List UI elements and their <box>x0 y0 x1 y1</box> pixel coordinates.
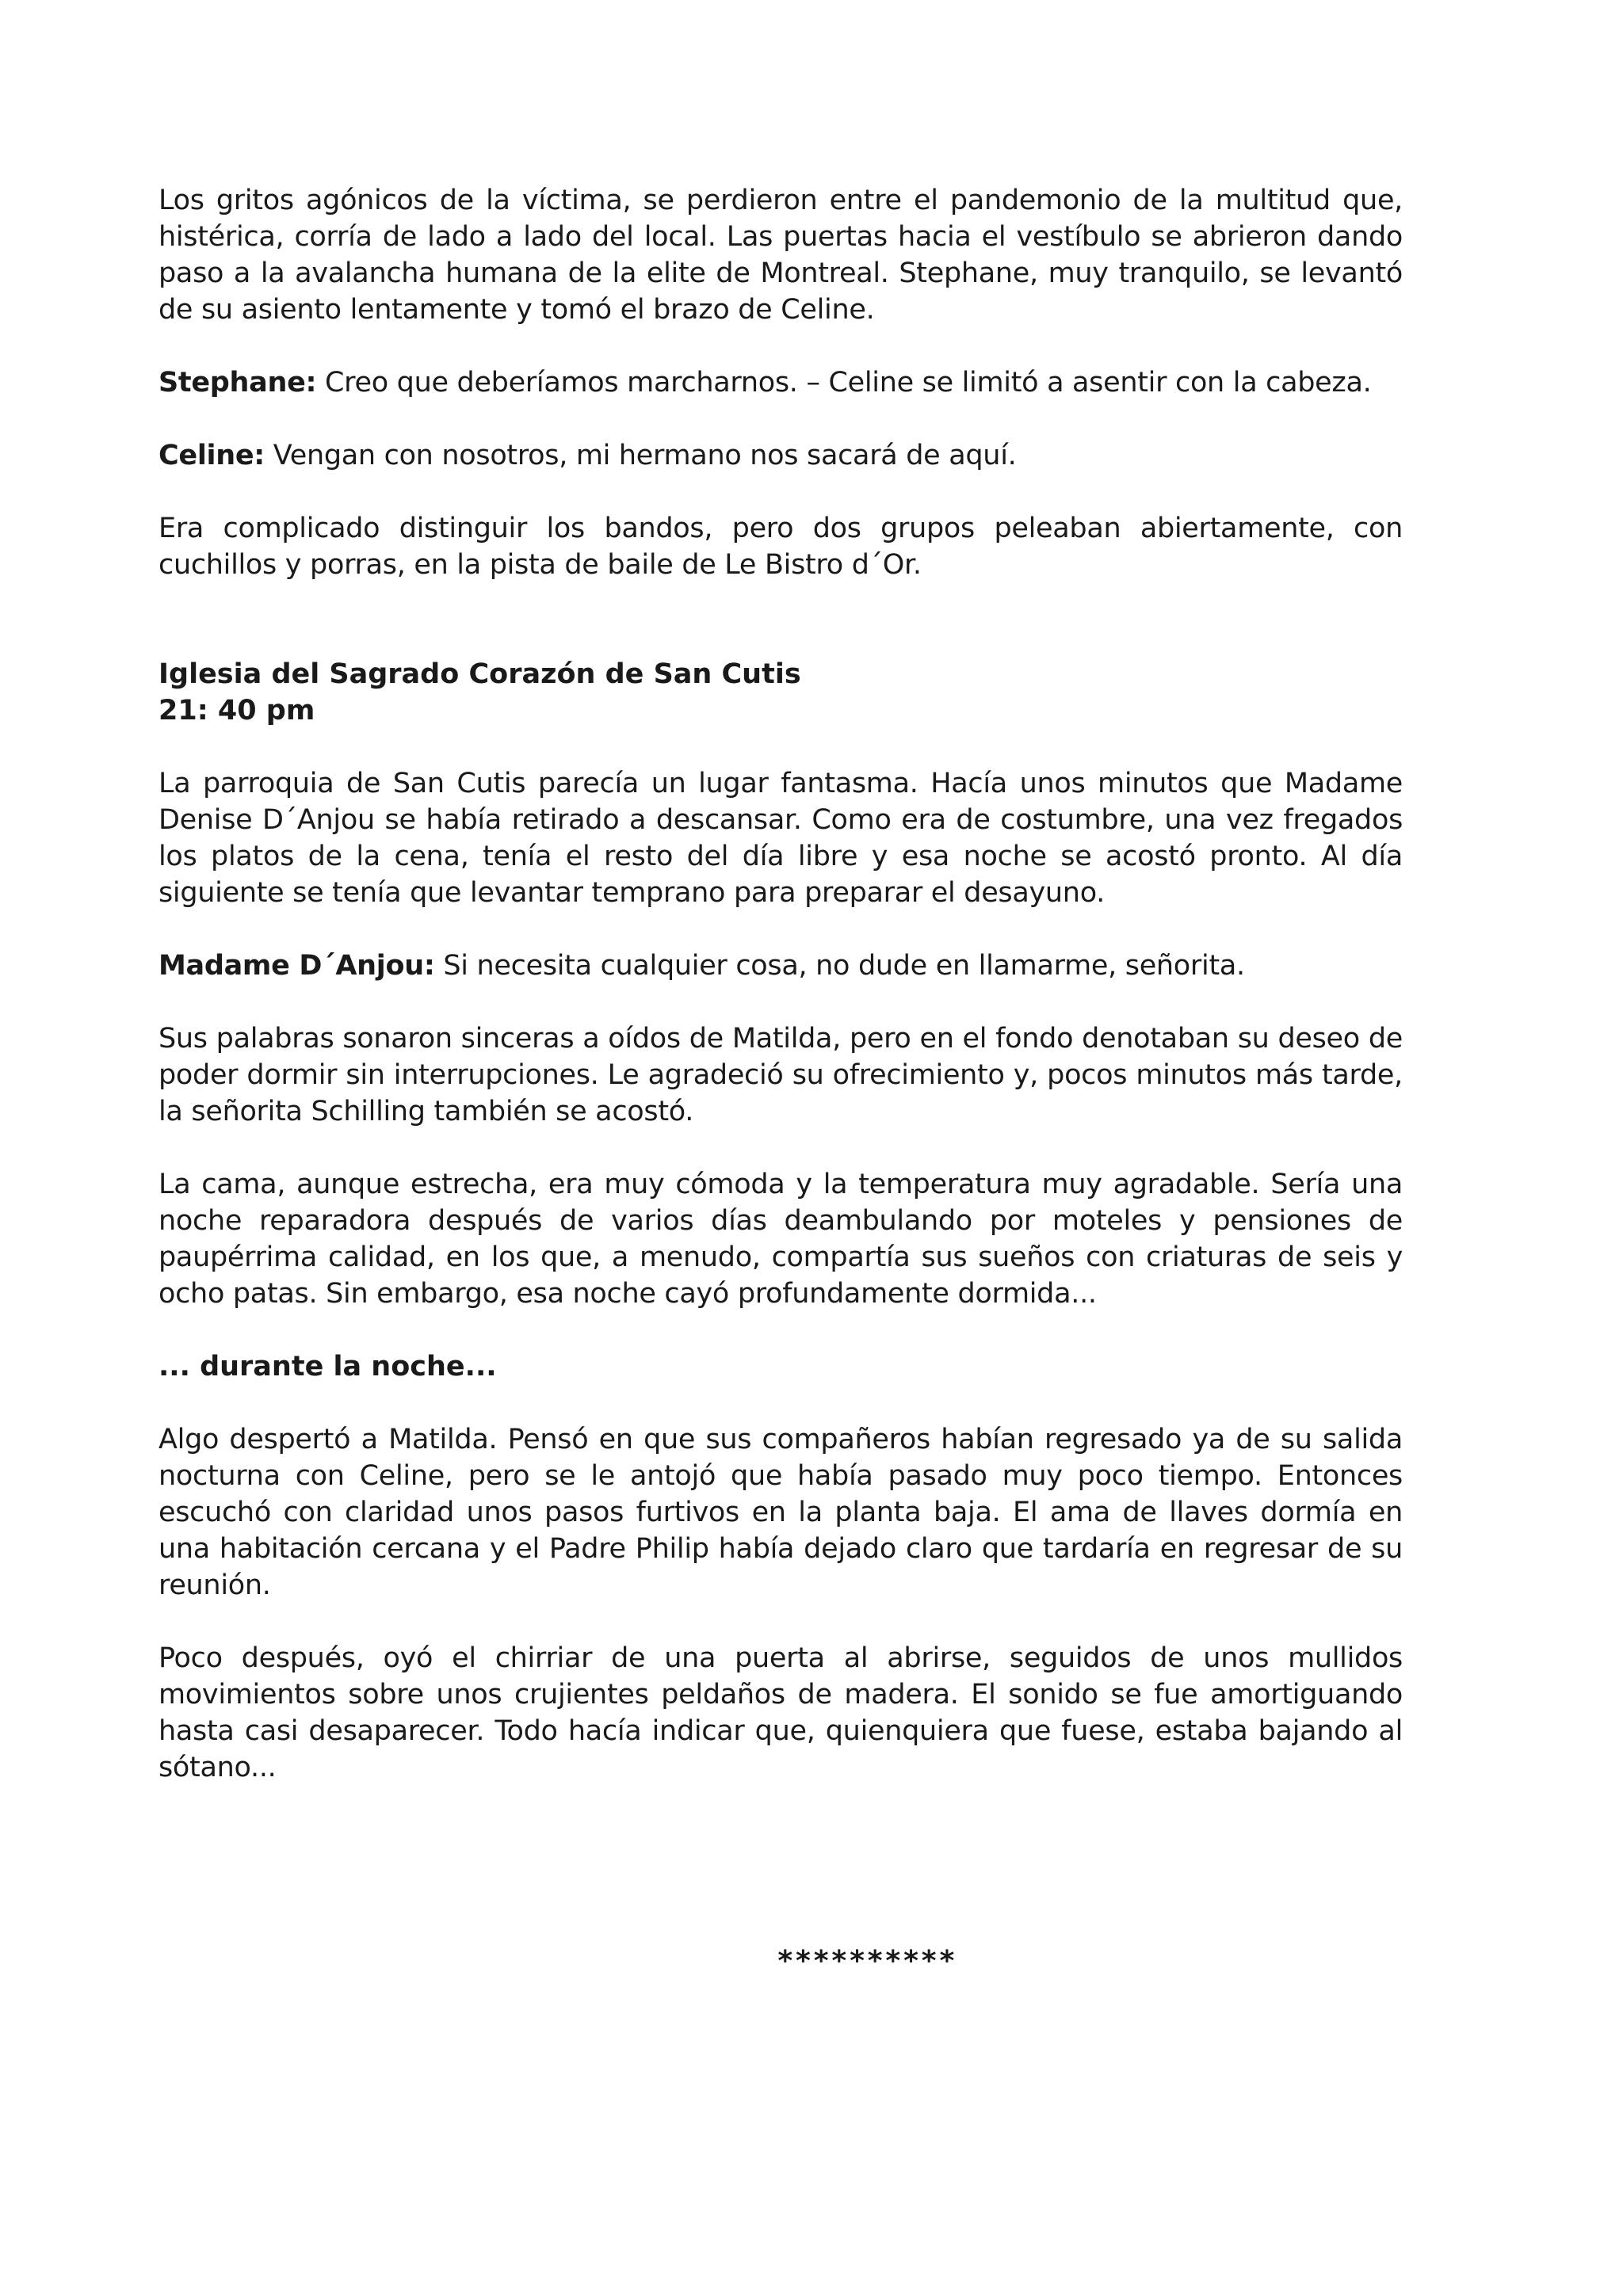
dialogue-text: Vengan con nosotros, mi hermano nos sacará de aquí. <box>264 440 1017 471</box>
paragraph-matilda-sleeps: Sus palabras sonaron sinceras a oídos de Matilda, pero en el fondo denotaban su deseo de poder dormir sin interrupciones. Le agradeció su ofrecimiento y, pocos minutos más tarde, la señorita Schilling también se acostó. <box>158 1023 1403 1127</box>
scene-location: Iglesia del Sagrado Corazón de San Cutis <box>158 658 801 690</box>
scene-header <box>158 656 1403 729</box>
document-page <box>158 182 1403 1822</box>
paragraph-bed: La cama, aunque estrecha, era muy cómoda y la temperatura muy agradable. Sería una noche reparadora después de varios días deambulando por moteles y pensiones de paupérrima calidad, en los que, a menudo, compartía sus sueños con criaturas de seis y ocho patas. Sin embargo, esa noche cayó profundamente dormida... <box>158 1169 1403 1310</box>
paragraph-fight: Era complicado distinguir los bandos, pero dos grupos peleaban abiertamente, con cuchillos y porras, en la pista de baile de Le Bistro d´Or. <box>158 513 1403 581</box>
scene-time: 21: 40 pm <box>158 695 315 727</box>
interlude-heading: ... durante la noche... <box>158 1351 497 1383</box>
dialogue-text: Si necesita cualquier cosa, no dude en llamarme, señorita. <box>434 950 1245 982</box>
dialogue-celine <box>158 437 1403 474</box>
speaker-name: Madame D´Anjou: <box>158 950 435 982</box>
paragraph-basement: Poco después, oyó el chirriar de una puerta al abrirse, seguidos de unos mullidos movimientos sobre unos crujientes peldaños de madera. El sonido se fue amortiguando hasta casi desaparecer. Todo hacía indicar que, quienquiera que fuese, estaba bajando al sótano... <box>158 1642 1403 1783</box>
dialogue-stephane <box>158 364 1403 401</box>
dialogue-text: Creo que deberíamos marcharnos. – Celine se limitó a asentir con la cabeza. <box>316 367 1372 399</box>
paragraph-parish: La parroquia de San Cutis parecía un lugar fantasma. Hacía unos minutos que Madame Denise D´Anjou se había retirado a descansar. Como era de costumbre, una vez fregados los platos de la cena, tenía el resto del día libre y esa noche se acostó pronto. Al día siguiente se tenía que levantar temprano para preparar el desayuno. <box>158 768 1403 909</box>
paragraph-victim-screams: Los gritos agónicos de la víctima, se perdieron entre el pandemonio de la multitud que, histérica, corría de lado a lado del local. Las puertas hacia el vestíbulo se abrieron dando paso a la avalancha humana de la elite de Montreal. Stephane, muy tranquilo, se levantó de su asiento lentamente y tomó el brazo de Celine. <box>158 185 1403 326</box>
paragraph-awakening: Algo despertó a Matilda. Pensó en que sus compañeros habían regresado ya de su salida nocturna con Celine, pero se le antojó que había pasado muy poco tiempo. Entonces escuchó con claridad unos pasos furtivos en la planta baja. El ama de llaves dormía en una habitación cercana y el Padre Philip había dejado claro que tardaría en regresar de su reunión. <box>158 1424 1403 1601</box>
speaker-name: Celine: <box>158 440 265 471</box>
speaker-name: Stephane: <box>158 367 317 399</box>
section-separator: ********** <box>777 1945 957 1978</box>
dialogue-madame-danjou <box>158 948 1403 984</box>
